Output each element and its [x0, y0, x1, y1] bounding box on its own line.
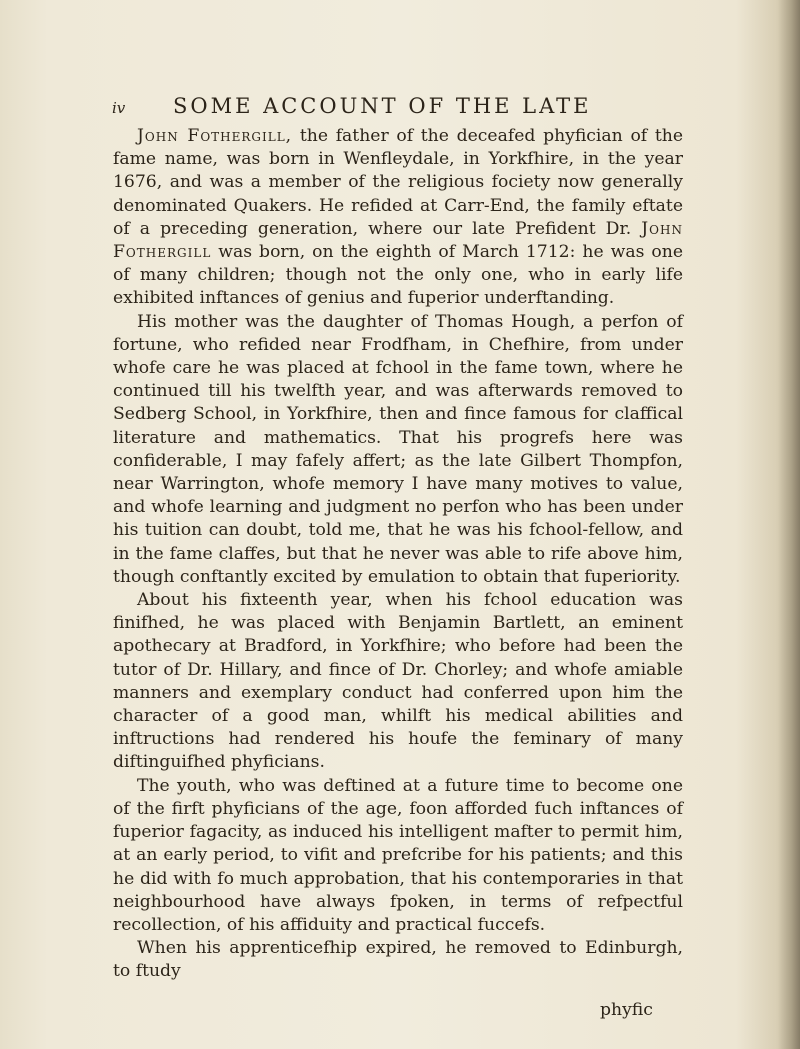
paragraph-4: The youth, who was deftined at a future time to become one of the firft phyficians of the age, foon afforded fuch inftances of fuperior fagacity, as induced his intelligent mafter to permit him, at an early period, to vifit and prefcribe for his patients; and this he did with fo much approbation, that his contemporaries in that neighbourhood have always fpoken, in terms of refpectful recollection, of his affiduity and practical fuccefs. [113, 775, 683, 935]
paragraph-2: His mother was the daughter of Thomas Hough, a perfon of fortune, who refided near Frodfham, in Chefhire, from under whofe care he was placed at fchool in the fame town, where he continued till his twelfth year, and was afterwards removed to Sedberg School, in Yorkfhire, then and fince famous for claffical literature and mathematics. That his progrefs here was confiderable, I may fafely affert; as the late Gilbert Thompfon, near Warrington, whofe memory I have many motives to value, and whofe learning and judgment no perfon who has been under his tuition can doubt, told me, that he was his fchool-fellow, and in the fame claffes, but that he never was able to rife above him, though conftantly excited by emulation to obtain that fuperiority. [113, 311, 683, 587]
running-header [112, 94, 672, 118]
page-edge-shadow [778, 0, 800, 1049]
paragraph-3: About his fixteenth year, when his fchool education was finifhed, he was placed with Benjamin Bartlett, an eminent apothecary at Bradford, in Yorkfhire; who before had been the tutor of Dr. Hillary, and fince of Dr. Chorley; and whofe amiable manners and exemplary conduct had conferred upon him the character of a good man, whilft his medical abilities and inftructions had rendered his houfe the feminary of many diftinguifhed phyficians. [113, 590, 683, 773]
paragraph-1-text-cont: was born, on the eighth of March 1712: he was one of many children; though not the only one, who in early life exhibited inftances of genius and fuperior underftanding. [113, 242, 683, 309]
body-text [113, 125, 683, 984]
paragraph-1-text: the father of the deceafed phyfician of the fame name, was born in Wenfleydale, in Yorkfhire, in the year 1676, and was a member of the religious fociety now generally denominated Quakers. He refided at Carr-End, the family eftate of a preceding generation, where our late Prefident Dr. [113, 126, 683, 239]
paragraph-5: When his apprenticefhip expired, he removed to Edinburgh, to ftudy [113, 938, 683, 982]
paragraph-1-lead: John Fothergill, [137, 126, 293, 146]
running-title: SOME ACCOUNT OF THE LATE [172, 94, 592, 118]
paragraph-1-name: John Fothergill [113, 218, 683, 263]
page-number: iv [112, 99, 126, 117]
paragraph-1 [113, 125, 683, 311]
catchword: phyfic [600, 1000, 653, 1020]
